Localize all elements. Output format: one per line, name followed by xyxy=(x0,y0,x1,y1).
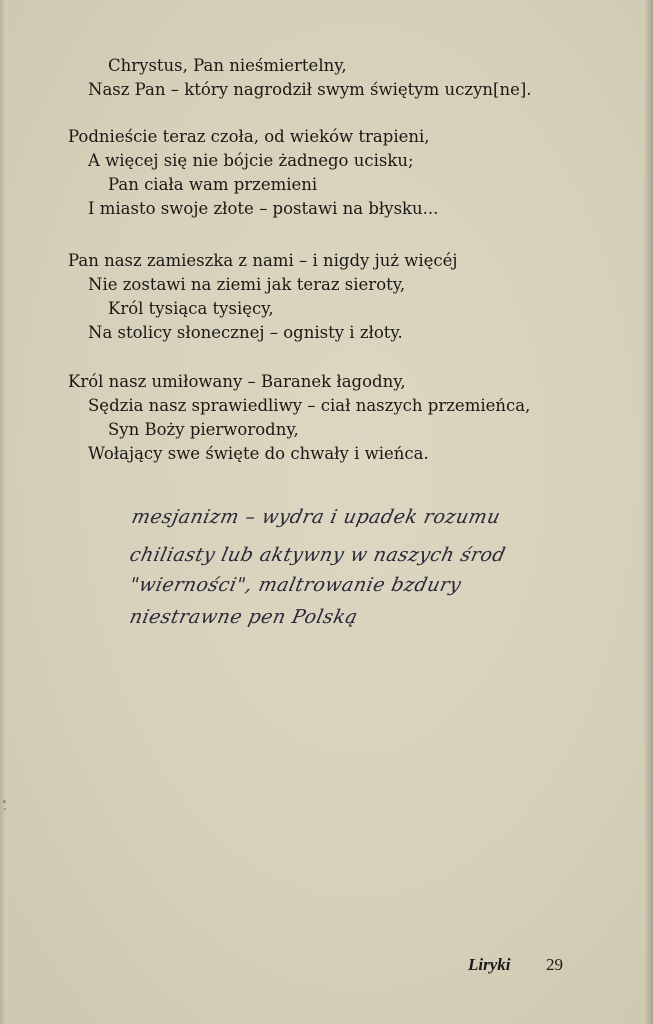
paper-speck xyxy=(4,808,6,810)
poem-line: Nasz Pan – który nagrodził swym świętym uczyn[ne]. xyxy=(88,80,532,99)
handwritten-line: niestrawne pen Polską xyxy=(127,606,360,628)
poem-line: Pan ciała wam przemieni xyxy=(108,175,318,194)
handwritten-line: mesjanizm – wydra i upadek rozumu xyxy=(129,506,503,528)
paper-speck xyxy=(3,800,6,803)
page-number: 29 xyxy=(546,955,563,974)
poem-line: Król tysiąca tysięcy, xyxy=(108,299,274,318)
poem-line: Wołający swe święte do chwały i wieńca. xyxy=(88,444,429,463)
handwritten-line: "wierności", maltrowanie bzdury xyxy=(127,574,464,596)
poem-line: Na stolicy słonecznej – ognisty i złoty. xyxy=(88,323,403,342)
poem-line: Nie zostawi na ziemi jak teraz sieroty, xyxy=(88,275,406,294)
page-right-edge xyxy=(643,0,653,1024)
poem-line: I miasto swoje złote – postawi na błysku... xyxy=(88,199,439,218)
poem-line: Syn Boży pierworodny, xyxy=(108,420,299,439)
page-left-edge xyxy=(0,0,7,1024)
poem-line: A więcej się nie bójcie żadnego ucisku; xyxy=(88,151,414,170)
poem-line: Pan nasz zamieszka z nami – i nigdy już więcéj xyxy=(68,251,458,270)
poem-line: Chrystus, Pan nieśmiertelny, xyxy=(108,56,347,75)
handwritten-line: chiliasty lub aktywny w naszych środ xyxy=(127,544,508,566)
poem-line: Sędzia nasz sprawiedliwy – ciał naszych przemieńca, xyxy=(88,396,531,415)
poem-line: Podnieście teraz czoła, od wieków trapieni, xyxy=(68,127,430,146)
poem-line: Król nasz umiłowany – Baranek łagodny, xyxy=(68,372,406,391)
running-footer-title: Liryki xyxy=(468,955,511,974)
